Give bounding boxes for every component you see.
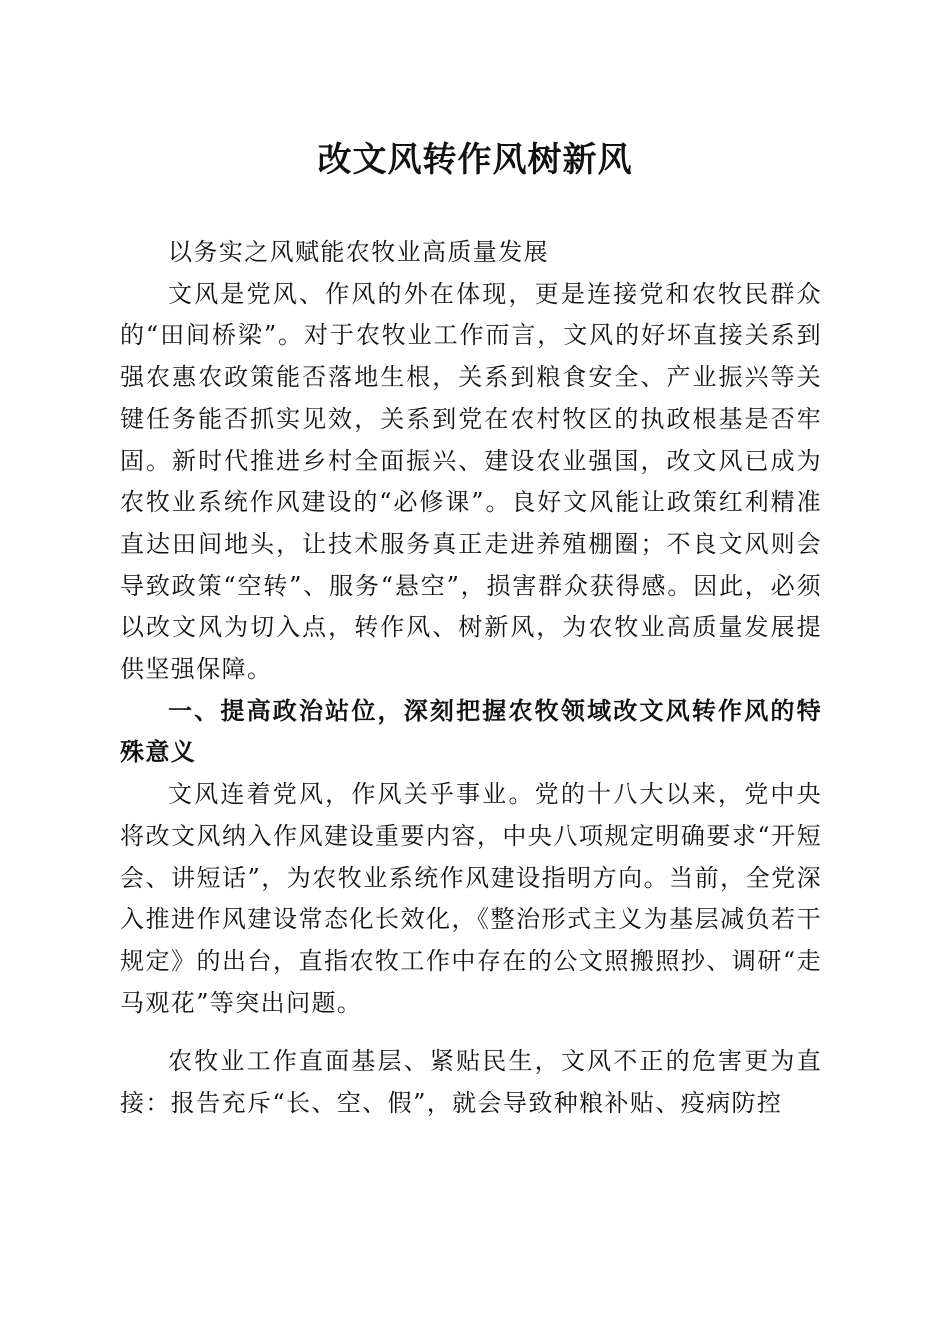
section-1-paragraph-1: 文风连着党风，作风关乎事业。党的十八大以来，党中央将改文风纳入作风建设重要内容，中央八项规定明确要求“开短会、讲短话”，为农牧业系统作风建设指明方向。当前，全党深入推进作风建设常态化长效化，《整治形式主义为基层减负若干规定》的出台，直指农牧工作中存在的公文照搬照抄、调研“走马观花”等突出问题。	[120, 780, 822, 1017]
subtitle-paragraph: 以务实之风赋能农牧业高质量发展	[168, 238, 549, 266]
intro-paragraph: 文风是党风、作风的外在体现，更是连接党和农牧民群众的“田间桥梁”。对于农牧业工作而言，文风的好坏直接关系到强农惠农政策能否落地生根，关系到粮食安全、产业振兴等关键任务能否抓实见效，关系到党在农村牧区的执政根基是否牢固。新时代推进乡村全面振兴、建设农业强国，改文风已成为农牧业系统作风建设的“必修课”。良好文风能让政策红利精准直达田间地头，让技术服务真正走进养殖棚圈；不良文风则会导致政策“空转”、服务“悬空”，损害群众获得感。因此，必须以改文风为切入点，转作风、树新风，为农牧业高质量发展提供坚强保障。	[120, 279, 822, 684]
section-heading-1: 一、提高政治站位，深刻把握农牧领域改文风转作风的特殊意义	[120, 696, 822, 767]
document-title: 改文风转作风树新风	[317, 140, 633, 180]
document-body	[120, 232, 822, 1125]
section-1-paragraph-2: 农牧业工作直面基层、紧贴民生，文风不正的危害更为直接：报告充斥“长、空、假”，就会导致种粮补贴、疫病防控	[120, 1047, 822, 1118]
paragraph-spacer	[120, 1024, 822, 1041]
